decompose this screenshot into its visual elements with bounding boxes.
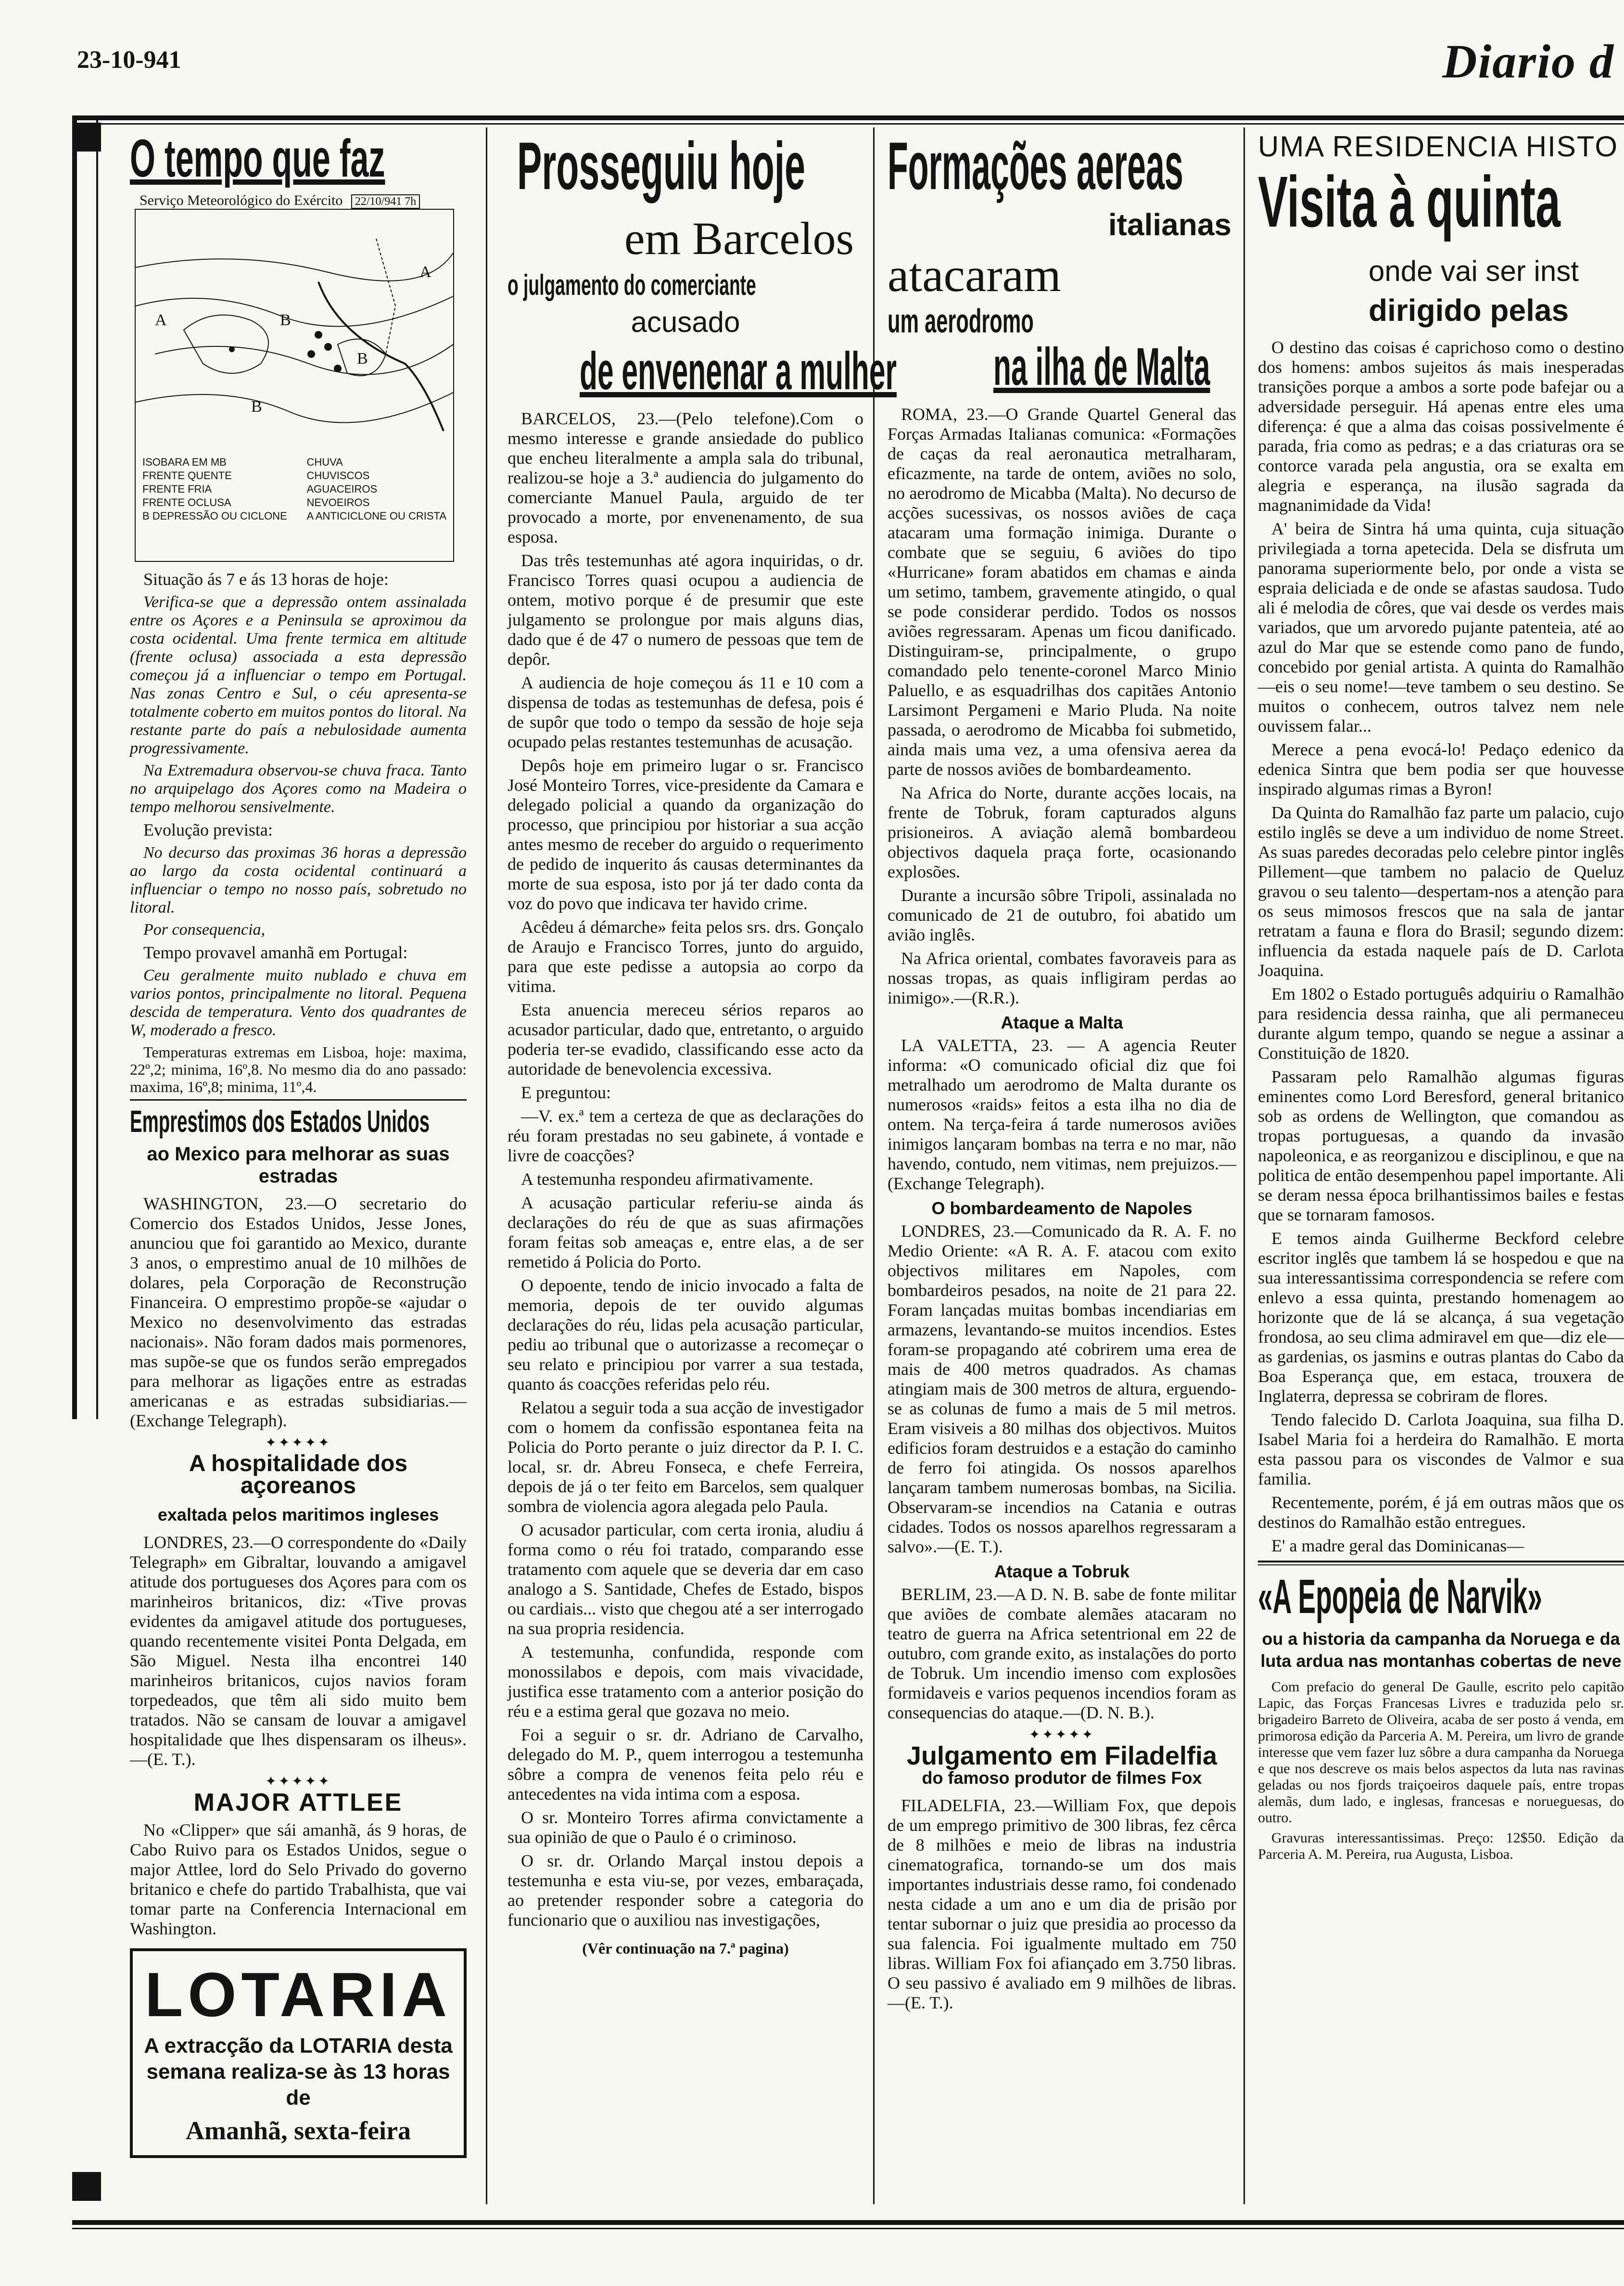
newspaper-name: Diario d <box>1442 35 1614 88</box>
article-paragraph: O sr. dr. Orlando Marçal instou depois a testemunha e esta viu-se, por vezes, embaraçada, ao pretender responder sobre a categoria do funcionario que o auxiliou nas investigações, <box>508 1851 863 1930</box>
article-subtitle: exaltada pelos maritimos ingleses <box>157 1505 439 1524</box>
article-paragraph: Passaram pelo Ramalhão algumas figuras eminentes como Lord Beresford, general britanico sob as ordens de Wellington, que comandou as tropas portuguesas, a quando da invasão napoleonica, e as reorganizou e disciplinou, e que na politica de então desempenhou papel importante. Ali se deram nessa época brilhantissimos bailes e festas que se tornaram famosos. <box>1258 1067 1624 1224</box>
article-title: MAJOR ATTLEE <box>193 1789 403 1816</box>
narvik-title: «A Epopeia de Narvik» <box>1258 1570 1542 1624</box>
barcelos-sub: o julgamento do comerciante <box>508 269 756 301</box>
legend-item: FRENTE FRIA <box>142 483 212 495</box>
weather-column <box>130 130 467 2204</box>
article-paragraph: Em 1802 o Estado português adquiriu o Ramalhão para residencia dessa rainha, que ali permaneceu durante algum tempo, quando se negue a assinar a Constituição de 1820. <box>1258 984 1624 1063</box>
article-paragraph: A' beira de Sintra há uma quinta, cuja situação privilegiada a torna apetecida. Dela se disfruta um panorama superiormente belo, por onde a vista se espraia deliciada e de onde se afastas saudosa. Tudo ali é melodia de côres, que vai desde os verdes mais variados, que um arvoredo pujante patenteia, até ao azul do Mar que se estende como pano de fundo, concebido por genial artista. A quinta do Ramalhão—eis o seu nome!—teve tambem o seu destino. Se muitos o conhecem, outros talvez nem nele ouvissem falar... <box>1258 519 1624 736</box>
star-divider: ✦✦✦✦✦ <box>1028 1727 1095 1742</box>
kicker: UMA RESIDENCIA HISTO <box>1258 130 1619 163</box>
lottery-ad <box>130 1948 467 2158</box>
forecast-heading: Por consequencia, <box>143 921 266 939</box>
section-heading: Ataque a Malta <box>1001 1013 1123 1032</box>
article-paragraph: Relatou a seguir toda a sua acção de investigador com o homem da confissão espontanea feita na Policia do Porto perante o juiz director da P. I. C. local, sr. dr. Abreu Fonseca, e chefe Ferreira, depois de já o ter feito em Barcelos, sem qualquer sombra de violencia agora alegada pelo Paula. <box>508 1398 863 1516</box>
legend-item: FRENTE OCLUSA <box>142 496 231 508</box>
situation-heading: Situação ás 7 e ás 13 horas de hoje: <box>143 570 389 589</box>
svg-text:B: B <box>280 311 291 329</box>
article-paragraph: Na Africa do Norte, durante acções locais, na frente de Tobruk, foram capturados alguns prisioneiros. A aviação alemã bombardeou objectivos daquela praça forte, ocasionando explosões. <box>888 783 1236 881</box>
barcelos-title-2: em Barcelos <box>624 213 854 264</box>
air-title-2: atacaram <box>888 248 1061 302</box>
legend-item: FRENTE QUENTE <box>142 470 232 482</box>
continued-note: (Vêr continuação na 7.ª pagina) <box>582 1940 789 1957</box>
map-legend <box>136 453 453 526</box>
narvik-text: Com prefacio do general De Gaulle, escrito pelo capitão Lapic, das Forças Francesas Livres e traduzida pelo sr. brigadeiro Barreto de Oliveira, acaba de ser posto á venda, em primorosa edição da Parceria A. M. Pereira, um livro de grande interesse que vem fazer luz sôbre a dura campanha da Noruega e que nos descreve os mais belos aspectos da luta nas ravinas geladas ou nos fjords traiçoeiros daquele país, entre tropas alemãs, dum lado, e inglesas, francesas e norueguesas, do outro. <box>1258 1679 1624 1826</box>
article-paragraph: ROMA, 23.—O Grande Quartel General das Forças Armadas Italianas comunica: «Formações de caças da real aeronautica metralharam, eficazmente, na tarde de ontem, aviões no solo, no aerodromo de Micabba (Malta). No decurso de acções sucessivas, os nossos aviões de caça atacaram uma formação inimiga. Durante o combate que se seguiu, 6 aviões do tipo «Hurricane» foram abatidos em chamas e ainda um setimo, tambem, gravemente atingido, o qual se pode considerar perdido. Todos os nossos aviões regressaram. Apenas um ficou danificado. Distinguiram-se, principalmente, o grupo comandado pelo tenente-coronel Marco Minio Paluello, e as esquadrilhas dos capitães Antonio Larsimont Pergameni e Mario Pluda. Na noite passada, o aerodromo de Micabba foi submetido, ainda mais uma vez, a uma ofensiva aerea da parte de nossos aviões de bombardeamento. <box>888 405 1236 779</box>
article-paragraph: Depôs hoje em primeiro lugar o sr. Francisco José Monteiro Torres, vice-presidente da Camara e delegado policial a quando da organização do processo, que principiou por historiar a sua acção antes mesmo de receber do arguido o requerimento de pedido de inquerito ás causas determinantes da morte de sua esposa, isto por já ter dado conta da voz do povo que indicava ter havido crime. <box>508 756 863 913</box>
air-title: Formações aereas <box>888 128 1183 203</box>
article-paragraph: Esta anuencia mereceu sérios reparos ao acusador particular, dado que, entretanto, o arguido poderia ter-se evadido, classificando esse acto da autoridade de benevolencia excessiva. <box>508 1000 863 1079</box>
article-paragraph: Recentemente, porém, é já em outras mãos que os destinos do Ramalhão estão entregues. <box>1258 1493 1624 1532</box>
legend-item: ISOBARA EM MB <box>142 456 227 468</box>
air-title-3: um aerodromo <box>888 302 1034 340</box>
section-heading: O bombardeamento de Napoles <box>931 1198 1193 1218</box>
legend-item: CHUVISCOS <box>306 470 370 482</box>
column-rule <box>486 127 487 2204</box>
situation-text: Na Extremadura observou-se chuva fraca. Tanto no arquipelago dos Açores como na Madeira o tempo melhorou sensivelmente. <box>130 762 467 816</box>
situation-text: Verifica-se que a depressão ontem assinalada entre os Açores e a Peninsula se aproximou da costa ocidental. Uma frente termica em altitude (frente oclusa) associada a esta depressão começou já a influenciar o tempo em Portugal. Nas zonas Centro e Sul, o céu apresenta-se totalmente coberto em muitos pontos do litoral. Na restante parte do país a nebulosidade aumenta progressivamente. <box>130 593 467 757</box>
article-paragraph: O sr. Monteiro Torres afirma convictamente a sua opinião de que o Paulo é o criminoso. <box>508 1808 863 1847</box>
svg-text:B: B <box>251 398 262 416</box>
article-paragraph: E' a madre geral das Dominicanas— <box>1271 1536 1524 1555</box>
ramalhao-sub: onde vai ser inst <box>1369 255 1579 287</box>
article-title: Emprestimos dos Estados Unidos <box>130 1104 430 1139</box>
divider <box>130 1099 467 1101</box>
svg-text:A: A <box>419 263 431 281</box>
italian-air-column <box>888 130 1236 2204</box>
article-paragraph: Merece a pena evocá-lo! Pedaço edenico da edenica Sintra que bem podia ser que houvesse inspirado algumas rimas a Byron! <box>1258 740 1624 799</box>
article-paragraph: A testemunha respondeu afirmativamente. <box>521 1169 813 1189</box>
section-heading: Ataque a Tobruk <box>994 1562 1130 1581</box>
article-paragraph: BARCELOS, 23.—(Pelo telefone).Com o mesmo interesse e grande ansiedade do publico que encheu literalmente a ampla sala do tribunal, realizou-se hoje a 3.ª audiencia do julgamento do comerciante Manuel Paula, arguido de ter provocado a morte, por envenenamento, de sua esposa. <box>508 409 863 546</box>
article-subtitle: ao Mexico para melhorar as suas estradas <box>147 1143 450 1187</box>
weather-map-image <box>136 210 453 450</box>
column-rule <box>873 127 875 2204</box>
corner-mark <box>72 123 101 152</box>
evolution-text: No decurso das proximas 36 horas a depressão ao largo da costa ocidental continuará a influenciar o tempo no nosso país, sobretudo no litoral. <box>130 844 467 916</box>
article-text: WASHINGTON, 23.—O secretario do Comercio dos Estados Unidos, Jesse Jones, anunciou que foi garantido ao Mexico, durante 3 anos, o emprestimo anual de 10 milhões de dolares, pela Corporação de Reconstrução Financeira. O emprestimo propõe-se «ajudar o Mexico no desenvolvimento das estradas nacionais». Não foram dados mais pormenores, mas supõe-se que os fundos serão empregados para melhorar as ligações entre as estradas americanas e as estradas subsidiarias.—(Exchange Telegraph). <box>130 1194 467 1430</box>
article-paragraph: LONDRES, 23.—Comunicado da R. A. F. no Medio Oriente: «A R. A. F. atacou com exito objectivos militares em Napoles, com bombardeiros pesados, na noite de 21 para 22. Foram lançadas muitas bombas incendiarias em armazens, levantando-se muitos incendios. Estes foram-se propagando até cobrirem uma erea de mais de 400 metros quadrados. As chamas atingiam mais de 300 metros de altura, erguendo-se as colunas de fumo a mais de 5 mil metros. Eram visiveis a 80 milhas dos objectivos. Muitos edificios foram destruidos e a estação do caminho de ferro foi atingida. Os nossos aparelhos lançaram tambem numerosas bombas, na Sicilia. Observaram-se incendios na Catania e outras cidades. Todos os nossos aparelhos regressaram a salvo».—(E. T.). <box>888 1221 1236 1556</box>
article-paragraph: Das três testemunhas até agora inquiridas, o dr. Francisco Torres quasi ocupou a audiencia de ontem, motivo porque é de presumir que este julgamento se prolongue por mais alguns dias, dado que é de 47 o numero de pessoas que tem de depôr. <box>508 551 863 669</box>
article-paragraph: Da Quinta do Ramalhão faz parte um palacio, cujo estilo inglês se deve a um individuo de nome Street. As suas paredes decoradas pelo celebre pintor inglês Pillement—que tambem no palacio de Queluz gravou o seu talento—despertam-nos a atenção para os seus mimosos frescos que na sala de jantar retratam a fauna e flora do Brasil; segundo dizem: influencia da estada naquele país de D. Carlota Joaquina. <box>1258 803 1624 980</box>
forecast-heading: Tempo provavel amanhã em Portugal: <box>143 943 408 962</box>
svg-text:A: A <box>155 311 167 329</box>
article-paragraph: O acusador particular, com certa ironia, aludiu á forma como o réu foi tratado, comparando esse tratamento com aquele que se deveria dar em caso analogo a S. Santidade, Chefes de Estado, bispos ou cardiais... visto que chegou até a ser interrogado na sua propria residencia. <box>508 1520 863 1638</box>
barcelos-title: Prosseguiu hoje <box>517 128 806 203</box>
lottery-text: A extracção da LOTARIA desta semana realiza-se às 13 horas de <box>144 2034 453 2109</box>
weather-title: O tempo que faz <box>130 129 385 188</box>
lottery-title: LOTARIA <box>144 1959 452 2030</box>
star-divider: ✦✦✦✦✦ <box>265 1774 331 1789</box>
legend-left <box>142 456 287 523</box>
column-rule <box>1243 127 1245 2204</box>
article-paragraph: O destino das coisas é caprichoso como o destino dos homens: ambos sujeitos ás mais inesperadas transições porque a ambos a sorte pode bafejar ou a adversidade perseguir. Há apenas entre eles uma diferença: é que a alma das coisas possivelmente é parada, fria como as pedras; e a das criaturas ora se contorce varada pela angustia, ora se exalta em alegria e esperança, na ilusão sagrada da magnanimidade da Vida! <box>1258 338 1624 515</box>
air-title-4: na ilha de Malta <box>993 337 1210 396</box>
article-paragraph: E preguntou: <box>521 1083 611 1102</box>
article-title: Julgamento em Filadelfia <box>906 1741 1218 1770</box>
legend-item: NEVOEIROS <box>306 496 370 508</box>
weather-map <box>135 209 454 562</box>
map-caption-text: Serviço Meteorológico do Exército <box>140 192 343 208</box>
article-paragraph: A testemunha, confundida, responde com monossilabos e depois, com mais vivacidade, justifica esse tratamento com a anterior posição do réu e a estima geral que gozava no meio. <box>508 1642 863 1721</box>
article-paragraph: E temos ainda Guilherme Beckford celebre escritor inglês que tambem lá se hospedou e que na sua interessantissima correspondencia se refere com enlevo a essa quinta, prestando homenagem ao horizonte que de lá se alcança, á sua vegetação frondosa, ao seu clima admiravel em que—diz ele—as gardenias, os jasmins e outras plantas do Cabo da Boa Esperança que, em estaca, trouxera de Inglaterra, depressa se cobriram de flores. <box>1258 1229 1624 1406</box>
article-paragraph: Acêdeu á démarche» feita pelos srs. drs. Gonçalo de Araujo e Francisco Torres, junto do arguido, para que este pedisse a autopsia ao corpo da vitima. <box>508 917 863 996</box>
narvik-foot: Gravuras interessantissimas. Preço: 12$50. Edição da Parceria A. M. Pereira, rua Augusta, Lisboa. <box>1258 1830 1624 1862</box>
narvik-sub: ou a historia da campanha da Noruega e da luta ardua nas montanhas cobertas de neve <box>1260 1629 1622 1671</box>
barcelos-sub-2: acusado <box>631 306 740 338</box>
star-divider: ✦✦✦✦✦ <box>265 1435 331 1450</box>
article-subtitle: do famoso produtor de filmes Fox <box>922 1768 1202 1788</box>
map-date: 22/10/941 7h <box>351 194 420 209</box>
article-paragraph: FILADELFIA, 23.—William Fox, que depois de um emprego primitivo de 300 libras, fez cêrca de 8 milhões e meio de libras na industria cinematografica, tornando-se um dos mais importantes industriais desse ramo, foi condenado nesta cidade a um ano e um dia de prisão por tentar subornar o juiz que presidia ao processo da sua falencia. Foi igualmente multado em 750 libras. William Fox foi afiançado em 3.750 libras. O seu passivo é avaliado em 9 milhões de libras.—(E. T.). <box>888 1796 1236 2012</box>
temperatures: Temperaturas extremas em Lisboa, hoje: maxima, 22º,2; minima, 16º,8. No mesmo dia do ano passado: maxima, 16º,8; minima, 11º,4. <box>130 1043 467 1095</box>
margin-bar <box>72 120 98 1419</box>
article-paragraph: Durante a incursão sôbre Tripoli, assinalada no comunicado de 21 de outubro, foi abatido um avião inglês. <box>888 886 1236 944</box>
article-text: No «Clipper» que sái amanhã, ás 9 horas, de Cabo Ruivo para os Estados Unidos, segue o major Attlee, lord do Selo Privado do governo britanico e chefe do partido Trabalhista, que vai tomar parte na Conferencia Internacional em Washington. <box>130 1820 467 1938</box>
evolution-heading: Evolução prevista: <box>143 820 273 839</box>
legend-item: CHUVA <box>306 456 343 468</box>
barcelos-column <box>508 128 897 2204</box>
article-paragraph: Foi a seguir o sr. dr. Adriano de Carvalho, delegado do M. P., quem interrogou a testemunha sôbre a compra de venenos feita pelo réu e antecedentes na vida intima com a esposa. <box>508 1725 863 1803</box>
ramalhao-title: Visita à quinta <box>1258 161 1561 242</box>
lottery-day: Amanhã, sexta-feira <box>186 2116 411 2145</box>
article-paragraph: Tendo falecido D. Carlota Joaquina, sua filha D. Isabel Maria foi a herdeira do Ramalhão. E morta esta passou para os viscondes de Valmor e sua familia. <box>1258 1410 1624 1488</box>
legend-item: B DEPRESSÃO OU CICLONE <box>142 510 287 522</box>
forecast-text: Ceu geralmente muito nublado e chuva em varios pontos, principalmente no litoral. Pequena descida de temperatura. Vento dos quadrantes de W, moderado a fresco. <box>130 966 467 1039</box>
air-title-b: italianas <box>1108 207 1231 242</box>
issue-date: 23-10-941 <box>77 46 181 74</box>
svg-text:B: B <box>357 350 368 368</box>
barcelos-sub-3: de envenenar a mulher <box>580 342 897 401</box>
corner-mark <box>72 2172 101 2201</box>
ramalhao-sub-2: dirigido pelas <box>1369 293 1569 328</box>
article-paragraph: O depoente, tendo de inicio invocado a falta de memoria, depois de ter ouvido algumas declarações do réu, lidas pela acusação particular, pediu ao tribunal que o autorizasse a recomeçar o seu relato e principiou por varrer a sua testada, quanto ás coacções referidas pelo réu. <box>508 1276 863 1394</box>
divider <box>1258 1561 1624 1565</box>
article-title: A hospitalidade dos açoreanos <box>189 1451 408 1499</box>
article-paragraph: BERLIM, 23.—A D. N. B. sabe de fonte militar que aviões de combate alemães atacaram no teatro de guerra na Africa setentrional em 22 de outubro, com grande exito, as instalações do porto de Tobruk. Um incendio imenso com explosões formidaveis e varios pequenos incendios foram as consequencias do ataque.—(D. N. B.). <box>888 1585 1236 1722</box>
article-paragraph: LA VALETTA, 23. — A agencia Reuter informa: «O comunicado oficial diz que foi metralhado um aerodromo de Malta durante os numerosos «raids» feitos a esta ilha no dia de ontem. Na terça-feira á tarde numerosos aviões inimigos lançaram bombas na terra e no mar, não havendo, contudo, nem vitimas, nem prejuizos.—(Exchange Telegraph). <box>888 1036 1236 1193</box>
map-caption <box>140 192 467 209</box>
legend-right <box>306 456 446 523</box>
article-paragraph: A acusação particular referiu-se ainda ás declarações do réu de que as suas afirmações foram feitas sob ameaças e, entre elas, a de ser remetido á Policia do Porto. <box>508 1193 863 1271</box>
ramalhao-column <box>1258 130 1624 2204</box>
article-text: LONDRES, 23.—O correspondente do «Daily Telegraph» em Gibraltar, louvando a amigavel atitude dos portugueses dos Açores para com os marinheiros britanicos, diz: «Tive provas evidentes da amigavel atitude dos portugueses, quando recentemente visitei Ponta Delgada, em São Miguel. Nesta ilha encontrei 140 marinheiros britanicos, cujos navios foram torpedeados, que têm ali sido muito bem tratados. Não se cansam de louvar a amigavel hospitalidade que lhes dispensaram os ilheus».—(E. T.). <box>130 1533 467 1769</box>
article-paragraph: —V. ex.ª tem a certeza de que as declarações do réu foram prestadas no seu gabinete, á vontade e livre de coacções? <box>508 1106 863 1165</box>
bottom-rule <box>72 2220 1624 2229</box>
article-paragraph: Na Africa oriental, combates favoraveis para as nossas tropas, as quais infligiram perdas ao inimigo».—(R.R.). <box>888 949 1236 1007</box>
top-rule <box>72 115 1624 125</box>
legend-item: A ANTICICLONE OU CRISTA <box>306 510 446 522</box>
article-paragraph: A audiencia de hoje começou ás 11 e 10 com a dispensa de todas as testemunhas de defesa, pois é de supôr que todo o tempo da sessão de hoje seja ocupado pelas restantes testemunhas de acusação. <box>508 673 863 751</box>
legend-item: AGUACEIROS <box>306 483 378 495</box>
